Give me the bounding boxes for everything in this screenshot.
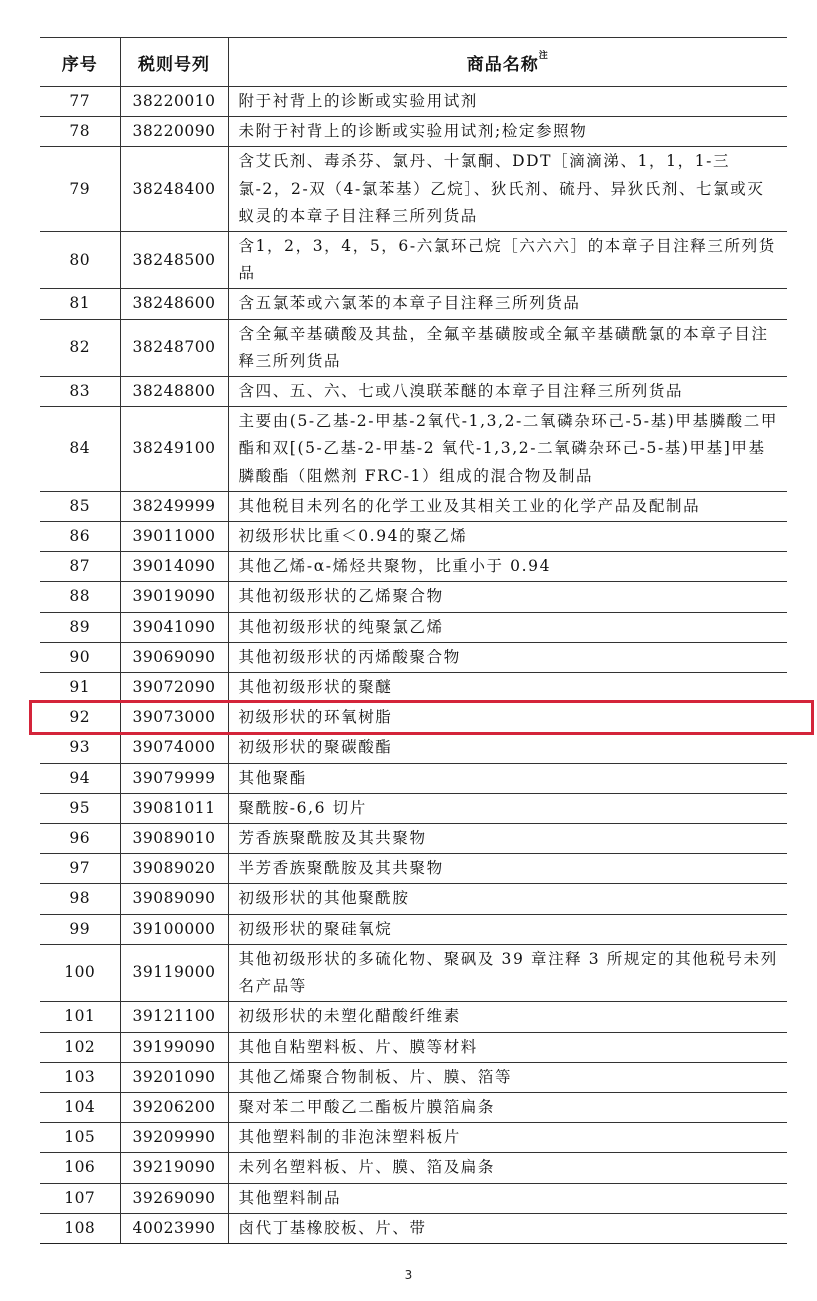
product-name-cell: 其他初级形状的丙烯酸聚合物 xyxy=(228,642,787,672)
table-row xyxy=(40,319,787,376)
serial-number-cell: 93 xyxy=(40,733,120,763)
product-name-cell: 其他初级形状的聚醚 xyxy=(228,673,787,703)
table-row xyxy=(40,407,787,492)
table-row xyxy=(40,552,787,582)
table-row xyxy=(40,582,787,612)
serial-number-cell: 86 xyxy=(40,522,120,552)
table-row xyxy=(40,289,787,319)
tariff-code-cell: 39019090 xyxy=(120,582,228,612)
tariff-code-cell: 39041090 xyxy=(120,612,228,642)
tariff-code-cell: 39011000 xyxy=(120,522,228,552)
serial-number-cell: 95 xyxy=(40,793,120,823)
product-name-cell: 含四、五、六、七或八溴联苯醚的本章子目注释三所列货品 xyxy=(228,377,787,407)
product-name-cell: 初级形状的环氧树脂 xyxy=(228,703,787,733)
serial-number-cell: 81 xyxy=(40,289,120,319)
table-row xyxy=(40,1183,787,1213)
table-row xyxy=(40,854,787,884)
tariff-code-cell: 39069090 xyxy=(120,642,228,672)
product-name-cell: 聚对苯二甲酸乙二酯板片膜箔扁条 xyxy=(228,1092,787,1122)
tariff-code-cell: 39073000 xyxy=(120,703,228,733)
tariff-code-cell: 39072090 xyxy=(120,673,228,703)
product-name-cell: 初级形状的其他聚酰胺 xyxy=(228,884,787,914)
tariff-code-cell: 38249999 xyxy=(120,491,228,521)
product-name-cell: 未附于衬背上的诊断或实验用试剂;检定参照物 xyxy=(228,117,787,147)
header-note-marker: 注 xyxy=(538,50,549,61)
tariff-code-cell: 39269090 xyxy=(120,1183,228,1213)
serial-number-cell: 85 xyxy=(40,491,120,521)
serial-number-cell: 103 xyxy=(40,1062,120,1092)
tariff-code-cell: 39121100 xyxy=(120,1002,228,1032)
tariff-code-cell: 38249100 xyxy=(120,407,228,492)
product-name-cell: 其他乙烯聚合物制板、片、膜、箔等 xyxy=(228,1062,787,1092)
serial-number-cell: 100 xyxy=(40,944,120,1001)
tariff-code-cell: 38220010 xyxy=(120,87,228,117)
table-row xyxy=(40,763,787,793)
tariff-code-cell: 39089020 xyxy=(120,854,228,884)
product-name-cell: 卤代丁基橡胶板、片、带 xyxy=(228,1213,787,1243)
tariff-code-cell: 39014090 xyxy=(120,552,228,582)
serial-number-cell: 99 xyxy=(40,914,120,944)
product-name-cell: 其他塑料制的非泡沫塑料板片 xyxy=(228,1123,787,1153)
tariff-code-cell: 39079999 xyxy=(120,763,228,793)
tariff-code-cell: 39206200 xyxy=(120,1092,228,1122)
product-name-cell: 其他初级形状的乙烯聚合物 xyxy=(228,582,787,612)
header-serial-number: 序号 xyxy=(40,38,120,87)
tariff-code-cell: 38248600 xyxy=(120,289,228,319)
product-name-cell: 半芳香族聚酰胺及其共聚物 xyxy=(228,854,787,884)
serial-number-cell: 97 xyxy=(40,854,120,884)
header-product-name xyxy=(228,38,787,87)
table-row xyxy=(40,673,787,703)
serial-number-cell: 78 xyxy=(40,117,120,147)
table-row xyxy=(40,1213,787,1243)
tariff-code-cell: 39119000 xyxy=(120,944,228,1001)
serial-number-cell: 87 xyxy=(40,552,120,582)
product-name-cell: 其他自粘塑料板、片、膜等材料 xyxy=(228,1032,787,1062)
tariff-code-cell: 40023990 xyxy=(120,1213,228,1243)
serial-number-cell: 92 xyxy=(40,703,120,733)
serial-number-cell: 83 xyxy=(40,377,120,407)
tariff-code-cell: 38248500 xyxy=(120,232,228,289)
serial-number-cell: 101 xyxy=(40,1002,120,1032)
tariff-table xyxy=(40,37,787,1244)
table-row xyxy=(40,1092,787,1122)
tariff-code-cell: 39209990 xyxy=(120,1123,228,1153)
product-name-cell: 含艾氏剂、毒杀芬、氯丹、十氯酮、DDT［滴滴涕、1，1，1-三氯-2，2-双（4-氯苯基）乙烷］、狄氏剂、硫丹、异狄氏剂、七氯或灭蚁灵的本章子目注释三所列货品 xyxy=(228,147,787,232)
product-name-cell: 其他乙烯-α-烯烃共聚物，比重小于 0.94 xyxy=(228,552,787,582)
table-row xyxy=(40,824,787,854)
tariff-code-cell: 39089090 xyxy=(120,884,228,914)
product-name-cell: 其他初级形状的纯聚氯乙烯 xyxy=(228,612,787,642)
product-name-cell: 其他税目未列名的化学工业及其相关工业的化学产品及配制品 xyxy=(228,491,787,521)
product-name-cell: 芳香族聚酰胺及其共聚物 xyxy=(228,824,787,854)
serial-number-cell: 88 xyxy=(40,582,120,612)
table-row xyxy=(40,1002,787,1032)
table-row xyxy=(40,1153,787,1183)
serial-number-cell: 94 xyxy=(40,763,120,793)
tariff-code-cell: 39199090 xyxy=(120,1032,228,1062)
tariff-code-cell: 38220090 xyxy=(120,117,228,147)
tariff-code-cell: 38248700 xyxy=(120,319,228,376)
tariff-code-cell: 38248400 xyxy=(120,147,228,232)
table-row xyxy=(40,117,787,147)
tariff-code-cell: 39081011 xyxy=(120,793,228,823)
tariff-code-cell: 39201090 xyxy=(120,1062,228,1092)
table-row xyxy=(40,87,787,117)
serial-number-cell: 77 xyxy=(40,87,120,117)
table-row xyxy=(40,612,787,642)
tariff-code-cell: 39219090 xyxy=(120,1153,228,1183)
page-number: 3 xyxy=(404,1268,413,1282)
table-row xyxy=(40,522,787,552)
header-product-name-label: 商品名称 xyxy=(466,54,539,75)
product-name-cell: 未列名塑料板、片、膜、箔及扁条 xyxy=(228,1153,787,1183)
table-row xyxy=(40,914,787,944)
serial-number-cell: 91 xyxy=(40,673,120,703)
product-name-cell: 聚酰胺-6,6 切片 xyxy=(228,793,787,823)
serial-number-cell: 102 xyxy=(40,1032,120,1062)
table-row xyxy=(40,232,787,289)
serial-number-cell: 106 xyxy=(40,1153,120,1183)
tariff-code-cell: 38248800 xyxy=(120,377,228,407)
product-name-cell: 初级形状的未塑化醋酸纤维素 xyxy=(228,1002,787,1032)
serial-number-cell: 108 xyxy=(40,1213,120,1243)
serial-number-cell: 98 xyxy=(40,884,120,914)
table-row xyxy=(40,1123,787,1153)
table-row xyxy=(40,703,787,733)
serial-number-cell: 105 xyxy=(40,1123,120,1153)
serial-number-cell: 84 xyxy=(40,407,120,492)
table-row xyxy=(40,642,787,672)
product-name-cell: 其他塑料制品 xyxy=(228,1183,787,1213)
product-name-cell: 含全氟辛基磺酸及其盐，全氟辛基磺胺或全氟辛基磺酰氯的本章子目注释三所列货品 xyxy=(228,319,787,376)
serial-number-cell: 80 xyxy=(40,232,120,289)
table-row xyxy=(40,147,787,232)
product-name-cell: 主要由(5-乙基-2-甲基-2氧代-1,3,2-二氧磷杂环己-5-基)甲基膦酸二甲酯和双[(5-乙基-2-甲基-2 氧代-1,3,2-二氧磷杂环己-5-基)甲基]甲基膦酸酯（阻燃剂 FRC-1）组成的混合物及制品 xyxy=(228,407,787,492)
table-body xyxy=(40,87,787,1244)
product-name-cell: 初级形状比重＜0.94的聚乙烯 xyxy=(228,522,787,552)
serial-number-cell: 89 xyxy=(40,612,120,642)
product-name-cell: 含1，2，3，4，5，6-六氯环己烷［六六六］的本章子目注释三所列货品 xyxy=(228,232,787,289)
serial-number-cell: 90 xyxy=(40,642,120,672)
table-header-row xyxy=(40,38,787,87)
product-name-cell: 附于衬背上的诊断或实验用试剂 xyxy=(228,87,787,117)
table-row xyxy=(40,377,787,407)
product-name-cell: 初级形状的聚碳酸酯 xyxy=(228,733,787,763)
product-name-cell: 含五氯苯或六氯苯的本章子目注释三所列货品 xyxy=(228,289,787,319)
table-row xyxy=(40,944,787,1001)
product-name-cell: 其他初级形状的多硫化物、聚砜及 39 章注释 3 所规定的其他税号未列名产品等 xyxy=(228,944,787,1001)
table-row xyxy=(40,884,787,914)
tariff-code-cell: 39100000 xyxy=(120,914,228,944)
tariff-code-cell: 39074000 xyxy=(120,733,228,763)
table-row xyxy=(40,733,787,763)
table-row xyxy=(40,793,787,823)
header-tariff-code: 税则号列 xyxy=(120,38,228,87)
serial-number-cell: 96 xyxy=(40,824,120,854)
serial-number-cell: 107 xyxy=(40,1183,120,1213)
table-row xyxy=(40,491,787,521)
product-name-cell: 其他聚酯 xyxy=(228,763,787,793)
serial-number-cell: 79 xyxy=(40,147,120,232)
serial-number-cell: 104 xyxy=(40,1092,120,1122)
table-row xyxy=(40,1032,787,1062)
product-name-cell: 初级形状的聚硅氧烷 xyxy=(228,914,787,944)
table-row xyxy=(40,1062,787,1092)
tariff-code-cell: 39089010 xyxy=(120,824,228,854)
serial-number-cell: 82 xyxy=(40,319,120,376)
